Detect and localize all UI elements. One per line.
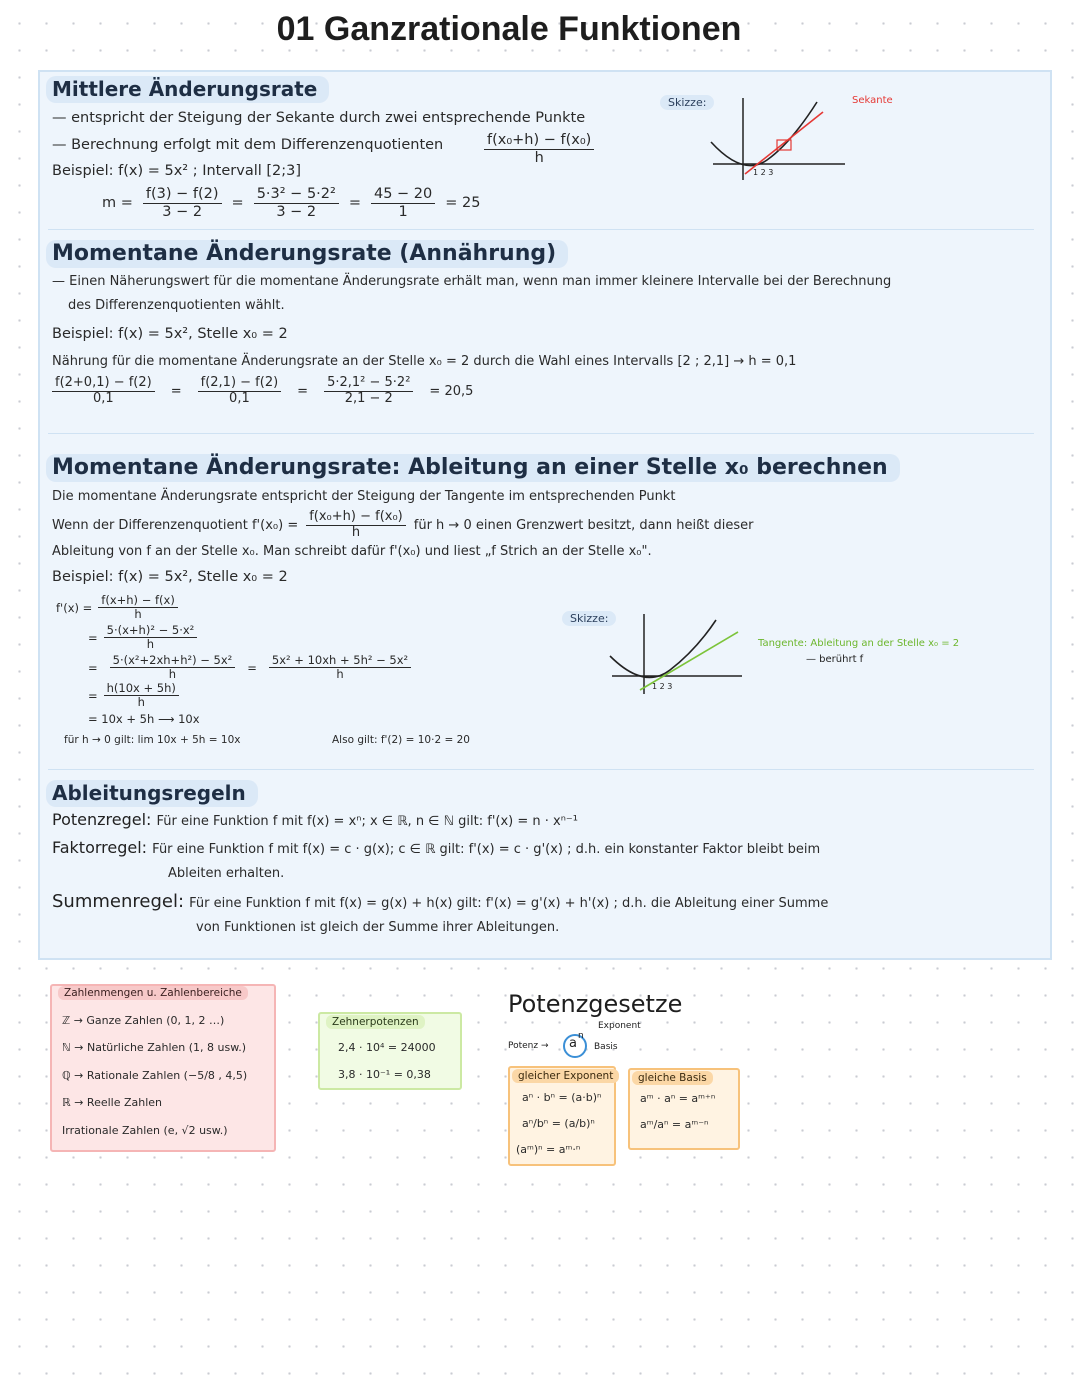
s2-line1b: des Differenzenquotienten wählt.: [68, 298, 285, 313]
zahlenmengen-title: Zahlenmengen u. Zahlenbereiche: [58, 986, 248, 1000]
potenz-basis-a: a: [569, 1036, 577, 1051]
summenregel-label: Summenregel:: [52, 891, 185, 912]
s3-limit: für h → 0 gilt: lim 10x + 5h = 10x: [64, 734, 241, 746]
s3-sketch-label: Skizze:: [562, 611, 616, 626]
s2-line1: — Einen Näherungswert für die momentane Änderungsrate erhält man, wenn man immer kleinere Intervalle bei der Berechnung: [52, 274, 892, 289]
gleiche-basis-title: gleiche Basis: [632, 1071, 713, 1085]
heading-ableitungsregeln: Ableitungsregeln: [46, 780, 258, 807]
s1-sketch-label: Skizze:: [660, 95, 714, 110]
s3-also: Also gilt: f'(2) = 10·2 = 20: [332, 734, 470, 746]
heading-mittlere-aenderungsrate: Mittlere Änderungsrate: [46, 76, 329, 103]
s3-line2: Wenn der Differenzenquotient f'(x₀) = $\frac{\text{f(x₀+h) − f(x₀)}}{h}$ für h → 0 einen Grenzwert besitzt, dann heißt dieser: [52, 509, 754, 540]
s1-differenzenquotient: $\frac{\text{f(x₀+h) − f(x₀)}}{h}$: [484, 132, 594, 166]
secant-sketch: [705, 92, 865, 184]
basis-rule-2: aᵐ/aⁿ = aᵐ⁻ⁿ: [640, 1118, 709, 1131]
s3-derivation-1: = $\frac{\text{5·(x+h)² − 5·x²}}{h}$: [88, 624, 197, 651]
zehner-line-1: 2,4 · 10⁴ = 24000: [338, 1041, 436, 1054]
zahlen-natuerliche: ℕ → Natürliche Zahlen (1, 8 usw.): [62, 1041, 246, 1054]
summenregel-text-2: von Funktionen ist gleich der Summe ihrer Ableitungen.: [196, 920, 560, 935]
heading-ableitung-an-stelle: Momentane Änderungsrate: Ableitung an einer Stelle x₀ berechnen: [46, 454, 900, 482]
s1-line1: — entspricht der Steigung der Sekante durch zwei entsprechende Punkte: [52, 110, 586, 126]
zahlen-irrationale: Irrationale Zahlen (e, √2 usw.): [62, 1124, 228, 1137]
sketch-curve: [610, 620, 716, 677]
divider-2: [48, 433, 1034, 434]
s1-calculation: m = $\frac{f(3) - f(2)}{3 - 2}$ = $\frac{\text{5·3² − 5·2²}}{3 - 2}$ = $\frac{45 - 20}{1}$ = 25: [102, 186, 481, 220]
basis-rule-1: aᵐ · aⁿ = aᵐ⁺ⁿ: [640, 1092, 716, 1105]
tangent-label: Tangente: Ableitung an der Stelle x₀ = 2: [758, 638, 960, 649]
zehner-line-2: 3,8 · 10⁻¹ = 0,38: [338, 1068, 431, 1081]
potenz-label: Potenz →: [508, 1041, 549, 1051]
summenregel-text: Für eine Funktion f mit f(x) = g(x) + h(x) gilt: f'(x) = g'(x) + h'(x) ; d.h. die Ableitung einer Summe: [189, 896, 829, 911]
exp-rule-1: aⁿ · bⁿ = (a·b)ⁿ: [522, 1091, 602, 1104]
exp-rule-2: aⁿ/bⁿ = (a/b)ⁿ: [522, 1117, 595, 1130]
divider-3: [48, 769, 1034, 770]
faktorregel-text: Für eine Funktion f mit f(x) = c · g(x); c ∈ ℝ gilt: f'(x) = c · g'(x) ; d.h. ein konstanter Faktor bleibt beim: [152, 842, 821, 857]
s3-line1: Die momentane Änderungsrate entspricht der Steigung der Tangente im entsprechenden Punkt: [52, 489, 676, 504]
s1-ticks: 1 2 3: [753, 168, 774, 177]
zehnerpotenzen-title: Zehnerpotenzen: [326, 1015, 425, 1029]
summenregel-row: [52, 891, 828, 912]
potenz-exponent-n: n: [578, 1031, 584, 1041]
zahlen-rationale: ℚ → Rationale Zahlen (−5/8 , 4,5): [62, 1069, 248, 1082]
s3-derivation-4: = 10x + 5h ⟶ 10x: [88, 712, 200, 726]
faktorregel-row: [52, 838, 820, 857]
exp-rule-3: (aᵐ)ⁿ = aᵐ·ⁿ: [516, 1143, 581, 1156]
s3-ticks: 1 2 3: [652, 682, 673, 691]
divider-1: [48, 229, 1034, 230]
potenzregel-row: [52, 810, 578, 829]
basis-label: Basis: [594, 1042, 618, 1052]
s1-secant-label: Sekante: [852, 95, 893, 106]
s3-line3: Ableitung von f an der Stelle x₀. Man schreibt dafür f'(x₀) und liest „f Strich an der Stelle x₀".: [52, 544, 652, 559]
faktorregel-text-2: Ableiten erhalten.: [168, 866, 285, 881]
potenzgesetze-title: Potenzgesetze: [508, 990, 683, 1018]
s2-calculation: $\frac{f(2+0,1) - f(2)}{0,1}$ = $\frac{f(2,1) - f(2)}{0,1}$ = $\frac{\text{5·2,1² − 5·2²}}{2,1 - 2}$ = 20,5: [52, 376, 473, 407]
s2-example: Beispiel: f(x) = 5x², Stelle x₀ = 2: [52, 326, 288, 342]
tangent-touches-label: — berührt f: [806, 654, 864, 665]
s1-line2: — Berechnung erfolgt mit dem Differenzenquotienten: [52, 137, 444, 153]
s3-derivation-2: = $\frac{\text{5·(x²+2xh+h²) − 5x²}}{h}$ = $\frac{\text{5x² + 10xh + 5h² − 5x²}}{h}$: [88, 654, 411, 681]
s3-derivation-0: f'(x) = $\frac{f(x+h) - f(x)}{h}$: [56, 594, 178, 621]
s3-derivation-3: = $\frac{h(10x + 5h)}{h}$: [88, 682, 179, 709]
s2-line3: Nährung für die momentane Änderungsrate an der Stelle x₀ = 2 durch die Wahl eines Intervalls [2 ; 2,1] → h = 0,1: [52, 354, 797, 369]
heading-momentane-annaeherung: Momentane Änderungsrate (Annährung): [46, 240, 568, 268]
potenzregel-label: Potenzregel:: [52, 810, 152, 829]
gleicher-exponent-title: gleicher Exponent: [512, 1069, 619, 1083]
page-title: 01 Ganzrationale Funktionen: [276, 10, 742, 48]
sketch-curve: [711, 102, 817, 166]
s1-example: Beispiel: f(x) = 5x² ; Intervall [2;3]: [52, 163, 302, 179]
zahlen-ganze: ℤ → Ganze Zahlen (0, 1, 2 …): [62, 1014, 225, 1027]
zahlen-reelle: ℝ → Reelle Zahlen: [62, 1096, 163, 1109]
s3-example: Beispiel: f(x) = 5x², Stelle x₀ = 2: [52, 569, 288, 585]
exponent-label: Exponent: [598, 1021, 641, 1031]
potenzregel-text: Für eine Funktion f mit f(x) = xⁿ; x ∈ ℝ, n ∈ ℕ gilt: f'(x) = n · xⁿ⁻¹: [156, 814, 578, 829]
tangent-sketch: [604, 608, 774, 698]
faktorregel-label: Faktorregel:: [52, 838, 148, 857]
